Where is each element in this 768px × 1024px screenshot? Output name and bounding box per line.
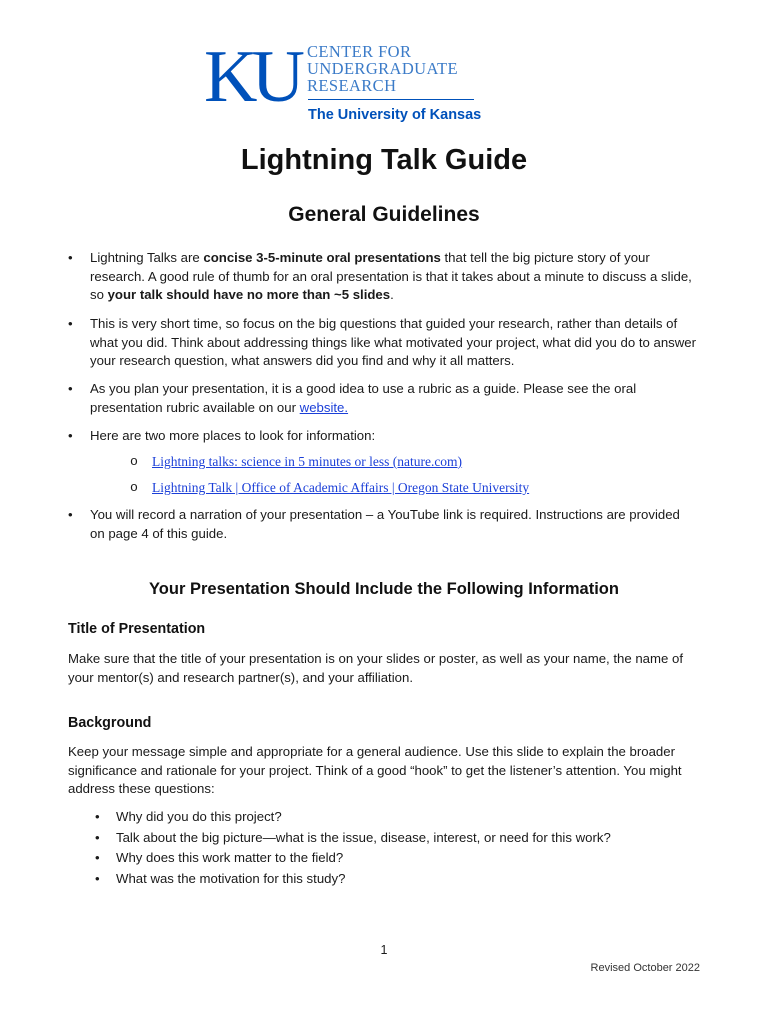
guidelines-list xyxy=(68,427,698,446)
oregon-state-link[interactable]: Lightning Talk | Office of Academic Affairs | Oregon State University xyxy=(152,480,530,495)
item-text: . xyxy=(390,287,394,303)
page-number: 1 xyxy=(380,943,388,957)
item-text: Here are two more places to look for information: xyxy=(90,428,376,443)
item-text: As you plan your presentation, it is a good idea to use a rubric as a guide. Please see the oral presentation rubric available on our xyxy=(90,381,637,415)
bullet-icon: • xyxy=(68,381,73,396)
bullet-icon: • xyxy=(95,829,100,845)
logo-center-line: RESEARCH xyxy=(307,76,397,95)
item-text: that tell the big picture story of your research. A good rule of thumb for an oral presentation is that it takes about a minute to discuss a slide, so xyxy=(90,250,692,303)
list-item xyxy=(68,506,698,543)
list-item xyxy=(68,427,698,446)
ku-logo xyxy=(204,36,484,130)
item-text: Why does this work matter to the field? xyxy=(116,850,344,865)
title-section-text: Make sure that the title of your presentation is on your slides or poster, as well as your name, the name of your mentor(s) and research partner(s), and your affiliation. xyxy=(68,651,684,685)
page-title: Lightning Talk Guide xyxy=(240,144,528,176)
bullet-icon: • xyxy=(95,809,100,824)
circle-bullet-icon: o xyxy=(130,454,138,469)
guidelines-list xyxy=(68,249,698,305)
bullet-icon: • xyxy=(68,250,73,265)
item-text: What was the motivation for this study? xyxy=(116,870,346,886)
logo-center-text xyxy=(307,43,458,94)
list-item xyxy=(95,808,695,829)
nature-link[interactable]: Lightning talks: science in 5 minutes or less (nature.com) xyxy=(152,454,463,469)
list-item xyxy=(95,849,695,870)
item-text: Why did you do this project? xyxy=(116,809,282,824)
bullet-icon: • xyxy=(95,870,100,886)
background-section-heading: Background xyxy=(68,715,152,731)
logo-divider xyxy=(308,99,474,100)
website-link[interactable]: website. xyxy=(299,399,349,415)
bullet-icon: • xyxy=(95,850,100,865)
item-text: You will record a narration of your presentation – a YouTube link is required. Instructions are provided on page 4 of this guide. xyxy=(90,507,680,541)
title-section-heading: Title of Presentation xyxy=(68,621,206,637)
questions-list xyxy=(95,808,695,890)
bullet-icon: • xyxy=(68,316,73,331)
logo-mark: KU xyxy=(204,36,299,118)
logo-university: The University of Kansas xyxy=(308,107,482,123)
list-item xyxy=(95,829,695,850)
circle-bullet-icon: o xyxy=(130,480,138,495)
logo-center-line: CENTER FOR xyxy=(307,42,412,61)
list-item xyxy=(68,249,698,305)
bullet-icon: • xyxy=(68,507,73,522)
section-title-guidelines: General Guidelines xyxy=(288,203,480,226)
item-emphasis: concise 3-5-minute oral presentations xyxy=(203,250,441,265)
list-item xyxy=(68,315,698,371)
item-emphasis: your talk should have no more than ~5 slides xyxy=(107,287,391,303)
guidelines-list xyxy=(68,315,698,371)
section-heading: Your Presentation Should Include the Following Information xyxy=(149,580,619,598)
guidelines-list xyxy=(68,506,698,543)
bullet-icon: • xyxy=(68,428,73,443)
background-section-text: Keep your message simple and appropriate for a general audience. Use this slide to explain the broader significance and rationale for your project. Think of a good “hook” to get the listener’s attention. You might address these questions: xyxy=(68,744,682,797)
item-text: Talk about the big picture—what is the issue, disease, interest, or need for this work? xyxy=(116,829,611,845)
logo-center-line: UNDERGRADUATE xyxy=(307,59,458,78)
item-text: Lightning Talks are xyxy=(90,250,204,265)
guidelines-list xyxy=(68,380,698,417)
list-item xyxy=(68,380,698,417)
item-text: This is very short time, so focus on the big questions that guided your research, rather than details of what you did. Think about addressing things like what motivated your project, what did you do to answer your research question, what answers did you find and why it all matters. xyxy=(90,316,696,369)
list-item xyxy=(95,870,695,891)
revised-date: Revised October 2022 xyxy=(590,962,700,974)
